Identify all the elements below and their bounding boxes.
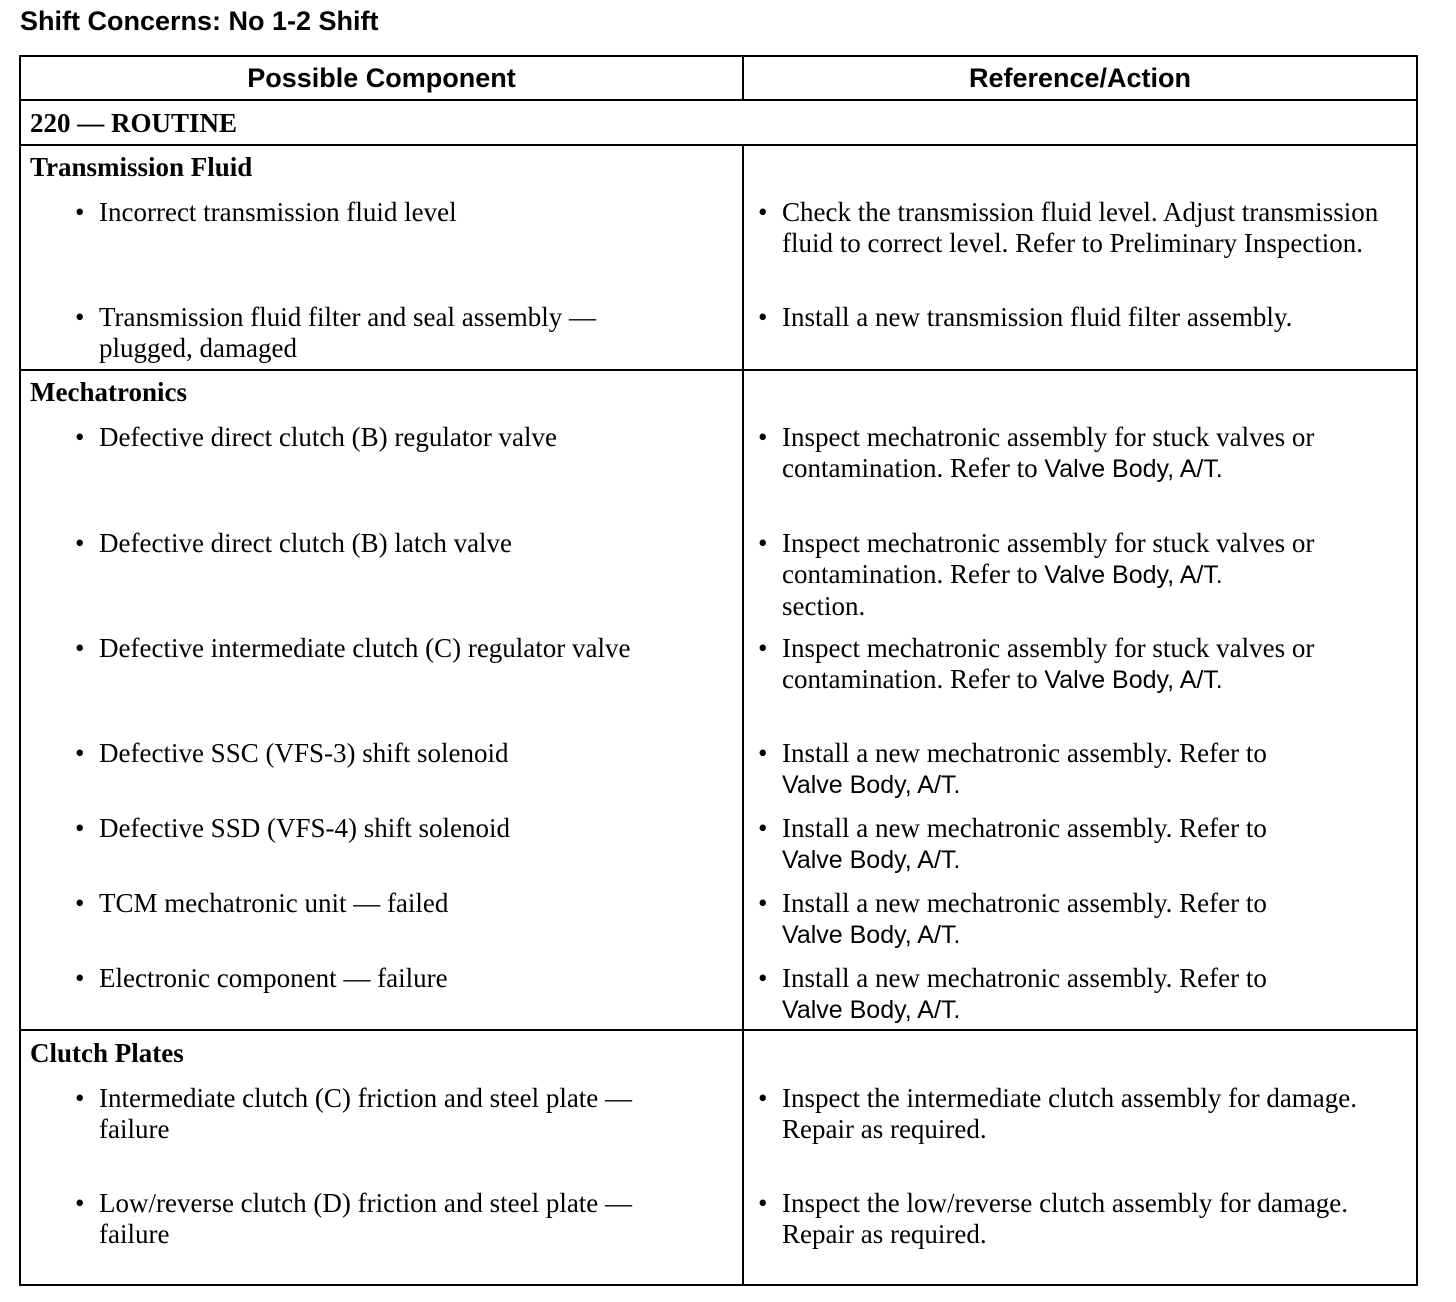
- page-title: Shift Concerns: No 1-2 Shift: [20, 6, 379, 36]
- table-row-component: • TCM mechatronic unit — failed: [75, 888, 449, 918]
- bullet-icon: •: [758, 738, 768, 768]
- bullet-icon: •: [758, 422, 768, 452]
- bullet-icon: •: [75, 888, 85, 918]
- reference-link[interactable]: Valve Body, A/T.: [782, 846, 961, 874]
- divider: [742, 144, 744, 1284]
- bullet-icon: •: [75, 422, 85, 452]
- section-title-clutch-plates: Clutch Plates: [30, 1038, 184, 1068]
- reference-link[interactable]: Valve Body, A/T.: [1044, 561, 1223, 589]
- bullet-icon: •: [75, 1083, 85, 1113]
- table-row-component: • Defective direct clutch (B) regulator valve: [75, 422, 558, 452]
- table-row-component: • Intermediate clutch (C) friction and steel plate — failure: [75, 1083, 633, 1144]
- reference-link[interactable]: Valve Body, A/T.: [782, 996, 961, 1024]
- bullet-icon: •: [758, 1083, 768, 1113]
- bullet-icon: •: [75, 738, 85, 768]
- divider: [21, 144, 1416, 146]
- bullet-icon: •: [758, 633, 768, 663]
- bullet-icon: •: [758, 1188, 768, 1218]
- bullet-icon: •: [758, 813, 768, 843]
- reference-link[interactable]: Valve Body, A/T.: [1044, 455, 1223, 483]
- reference-link[interactable]: Valve Body, A/T.: [782, 921, 961, 949]
- divider: [21, 1029, 1416, 1031]
- table-row-component: • Defective intermediate clutch (C) regulator valve: [75, 633, 631, 663]
- table-row-action: • Inspect mechatronic assembly for stuck valves or contamination. Refer to Valve Body, A/T.: [758, 633, 1315, 694]
- routine-heading: 220 — ROUTINE: [30, 108, 238, 138]
- bullet-icon: •: [758, 963, 768, 993]
- section-title-transmission-fluid: Transmission Fluid: [30, 152, 253, 182]
- table-row-action: • Install a new transmission fluid filter assembly.: [758, 302, 1293, 332]
- table-row-action: • Inspect the intermediate clutch assembly for damage. Repair as required.: [758, 1083, 1358, 1144]
- bullet-icon: •: [758, 888, 768, 918]
- bullet-icon: •: [758, 197, 768, 227]
- reference-link[interactable]: Valve Body, A/T.: [782, 771, 961, 799]
- table-row-component: • Low/reverse clutch (D) friction and steel plate — failure: [75, 1188, 633, 1249]
- table-row-action: • Inspect the low/reverse clutch assembly for damage. Repair as required.: [758, 1188, 1349, 1249]
- table-row-component: • Defective direct clutch (B) latch valve: [75, 528, 513, 558]
- table-row-component: • Electronic component — failure: [75, 963, 448, 993]
- column-header-action: Reference/Action: [968, 63, 1192, 93]
- shift-concerns-table: [19, 55, 1418, 1286]
- table-row-component: • Transmission fluid filter and seal assembly — plugged, damaged: [75, 302, 596, 363]
- table-row-action: • Install a new mechatronic assembly. Refer to Valve Body, A/T.: [758, 888, 1267, 949]
- table-row-action: • Install a new mechatronic assembly. Refer to Valve Body, A/T.: [758, 813, 1267, 874]
- divider: [21, 99, 1416, 101]
- section-title-mechatronics: Mechatronics: [30, 377, 187, 407]
- table-row-component: • Incorrect transmission fluid level: [75, 197, 457, 227]
- table-row-action: • Install a new mechatronic assembly. Refer to Valve Body, A/T.: [758, 738, 1267, 799]
- bullet-icon: •: [75, 633, 85, 663]
- table-row-action: • Inspect mechatronic assembly for stuck valves or contamination. Refer to Valve Body, A/T.: [758, 422, 1315, 483]
- bullet-icon: •: [75, 963, 85, 993]
- bullet-icon: •: [75, 813, 85, 843]
- bullet-icon: •: [758, 528, 768, 558]
- table-row-action: • Check the transmission fluid level. Adjust transmission fluid to correct level. Refer to Preliminary Inspection.: [758, 197, 1379, 258]
- divider: [21, 369, 1416, 371]
- bullet-icon: •: [75, 1188, 85, 1218]
- table-row-component: • Defective SSD (VFS-4) shift solenoid: [75, 813, 510, 843]
- bullet-icon: •: [75, 197, 85, 227]
- bullet-icon: •: [758, 302, 768, 332]
- bullet-icon: •: [75, 302, 85, 332]
- reference-link[interactable]: Valve Body, A/T.: [1044, 666, 1223, 694]
- table-row-action: • Inspect mechatronic assembly for stuck valves or contamination. Refer to Valve Body, A/T. section.: [758, 528, 1315, 621]
- column-header-component: Possible Component: [247, 63, 516, 93]
- table-row-component: • Defective SSC (VFS-3) shift solenoid: [75, 738, 509, 768]
- table-row-action: • Install a new mechatronic assembly. Refer to Valve Body, A/T.: [758, 963, 1267, 1024]
- bullet-icon: •: [75, 528, 85, 558]
